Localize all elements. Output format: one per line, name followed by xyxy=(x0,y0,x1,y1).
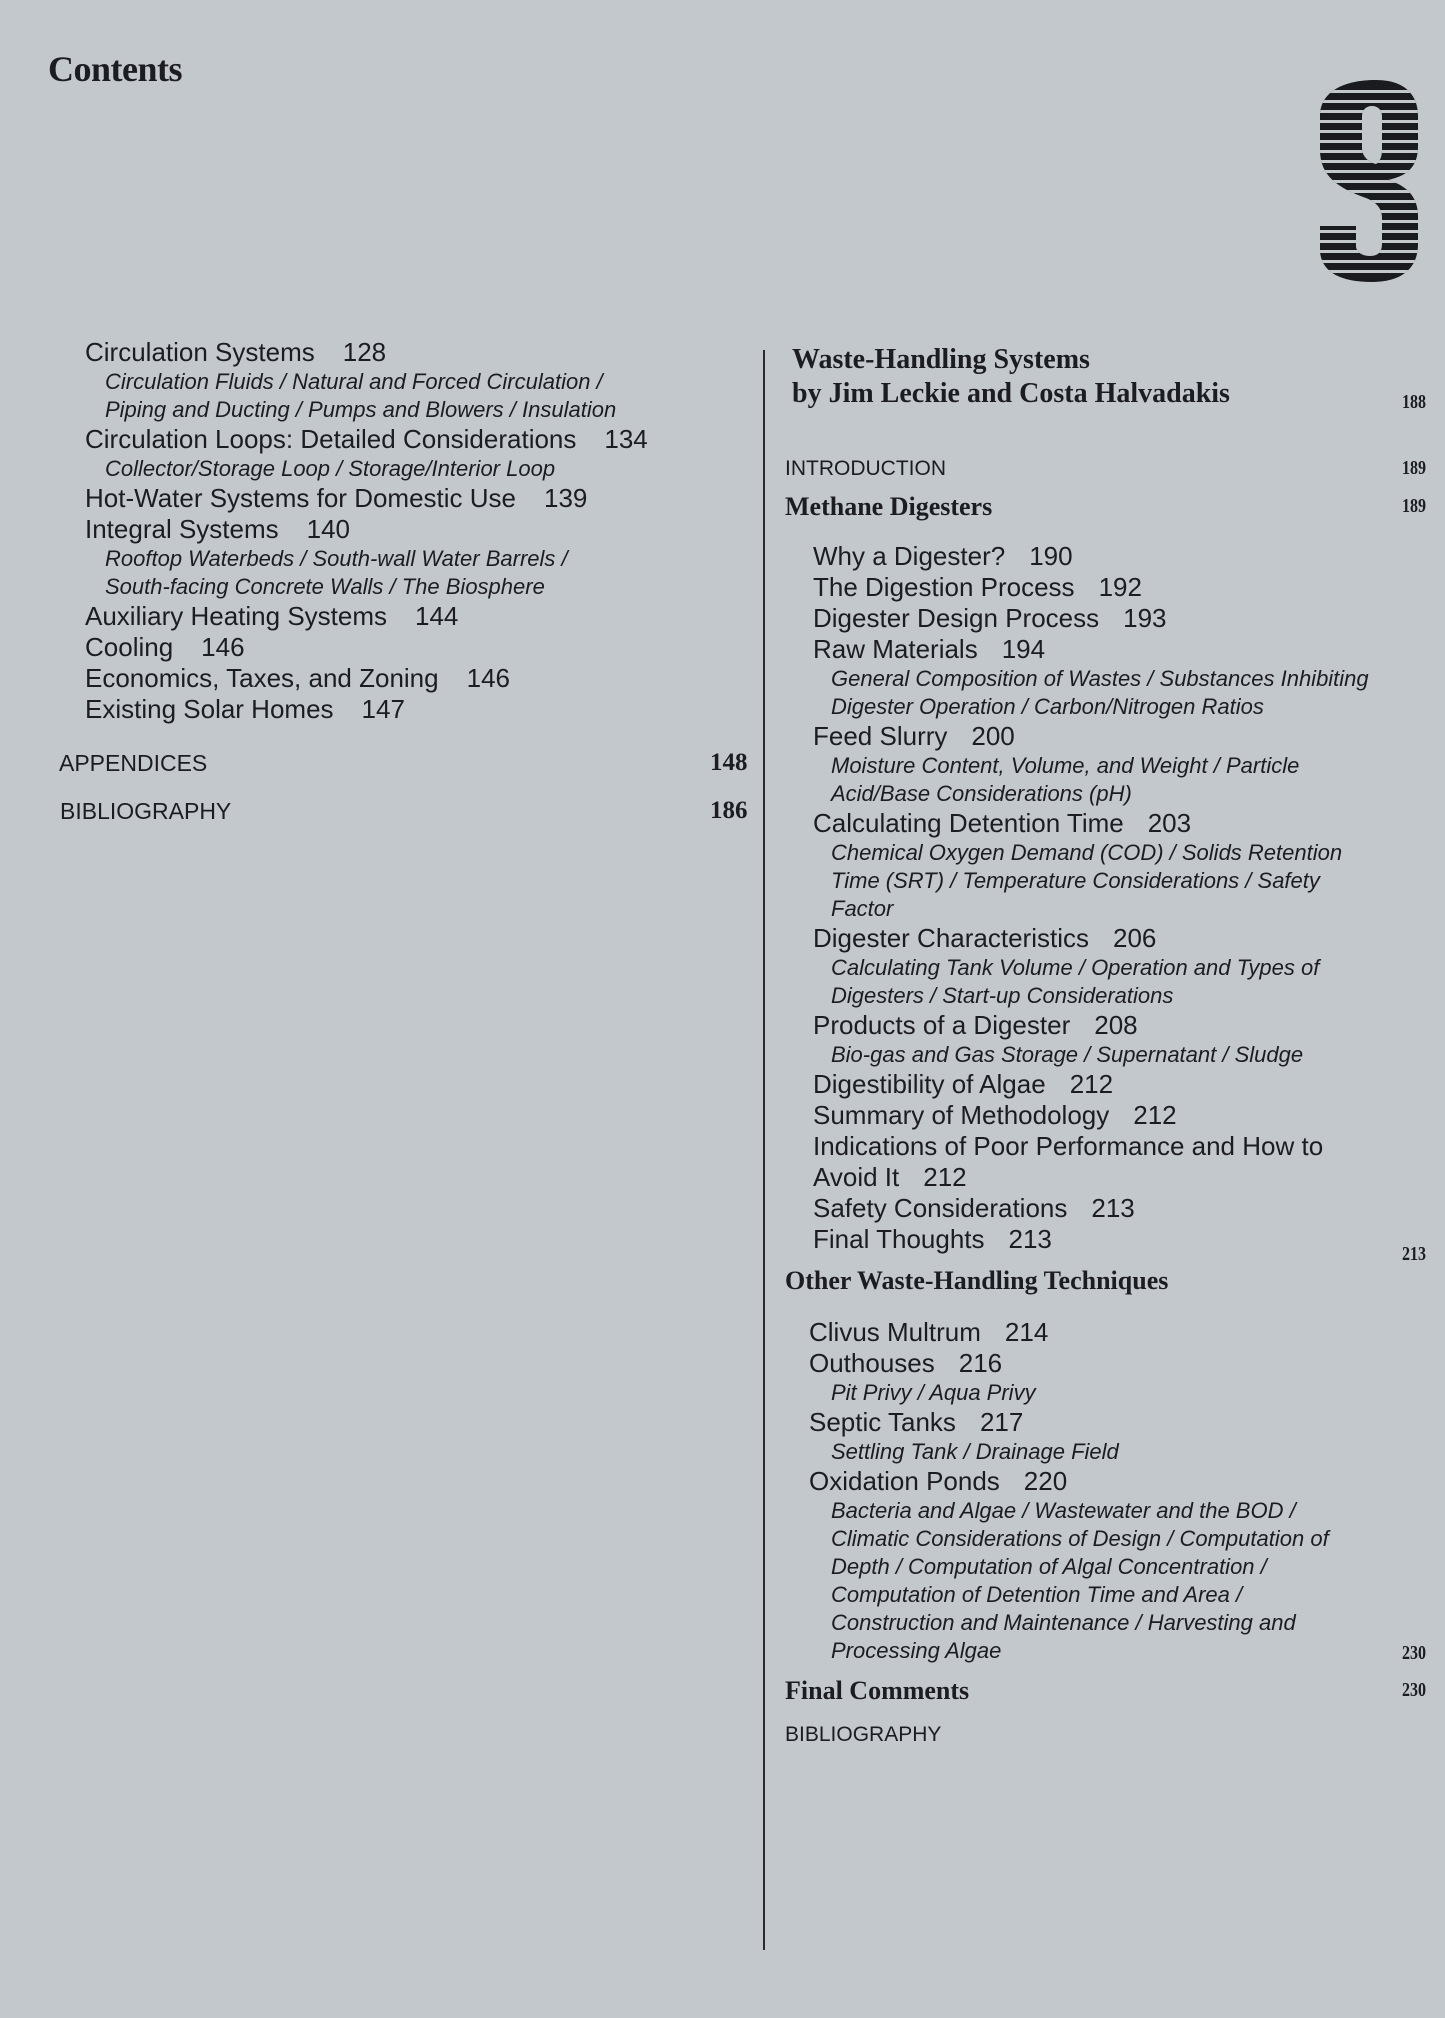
toc-topic[interactable]: Indications of Poor Performance and How to Avoid It 212 xyxy=(813,1131,1324,1192)
appendices-entry[interactable]: APPENDICES 148 xyxy=(59,749,748,776)
toc-entry xyxy=(60,337,760,424)
toc-topic[interactable]: Integral Systems 140 xyxy=(85,514,351,544)
final-comments-entry[interactable]: Final Comments 230 xyxy=(785,1676,1426,1705)
striped-s-logo xyxy=(1316,76,1422,286)
toc-topic[interactable]: Digestibility of Algae 212 xyxy=(813,1069,1114,1099)
toc-subtopics-row xyxy=(785,1497,1425,1665)
toc-topic[interactable]: Digester Design Process 193 xyxy=(813,603,1167,633)
toc-entry xyxy=(60,483,760,514)
toc-topic[interactable]: Digester Characteristics 206 xyxy=(813,923,1157,953)
toc-entry xyxy=(60,514,760,601)
toc-entry xyxy=(60,632,760,663)
toc-subtopics: Calculating Tank Volume / Operation and Types of Digesters / Start-up Considerations xyxy=(831,955,1320,1008)
left-column xyxy=(60,337,760,835)
toc-subtopics: Pit Privy / Aqua Privy xyxy=(831,1380,1036,1405)
toc-topic[interactable]: Calculating Detention Time 203 xyxy=(813,808,1192,838)
toc-entry xyxy=(60,601,760,632)
toc-topic[interactable]: Why a Digester? 190 xyxy=(813,541,1073,571)
toc-topic[interactable]: Existing Solar Homes 147 xyxy=(85,694,405,724)
toc-topic[interactable]: The Digestion Process 192 xyxy=(813,572,1142,602)
toc-topic[interactable]: Oxidation Ponds 220 xyxy=(809,1466,1068,1496)
toc-subtopics: Moisture Content, Volume, and Weight / Particle Acid/Base Considerations (pH) xyxy=(831,753,1300,806)
toc-topic[interactable]: Auxiliary Heating Systems 144 xyxy=(85,601,459,631)
toc-topic[interactable]: Economics, Taxes, and Zoning 146 xyxy=(85,663,510,693)
toc-topic[interactable]: Septic Tanks 217 xyxy=(809,1407,1024,1437)
toc-subtopics: Rooftop Waterbeds / South-wall Water Barrels / South-facing Concrete Walls / The Biosphere xyxy=(105,546,568,599)
toc-subtopics: Bio-gas and Gas Storage / Supernatant / Sludge xyxy=(831,1042,1304,1067)
introduction-entry[interactable]: INTRODUCTION 189 xyxy=(785,457,1426,480)
toc-subtopics: Circulation Fluids / Natural and Forced Circulation / Piping and Ducting / Pumps and Blowers / Insulation xyxy=(105,369,617,422)
subtopics-end-page: 230 xyxy=(1402,1642,1426,1664)
methane-section-heading[interactable]: Methane Digesters 189 xyxy=(785,492,1426,521)
toc-entry xyxy=(60,424,760,483)
bibliography-entry-right[interactable]: BIBLIOGRAPHY xyxy=(785,1723,942,1746)
column-divider xyxy=(763,350,765,1950)
page-title: Contents xyxy=(48,49,183,89)
toc-subtopics: Settling Tank / Drainage Field xyxy=(831,1439,1119,1464)
toc-topic[interactable]: Summary of Methodology 212 xyxy=(813,1100,1177,1130)
toc-topic[interactable]: Feed Slurry 200 xyxy=(813,721,1015,751)
other-entries xyxy=(785,1317,1425,1665)
chapter-title-line1: Waste-Handling Systems xyxy=(792,344,1090,375)
toc-topic[interactable]: Clivus Multrum 214 xyxy=(809,1317,1049,1347)
toc-entry xyxy=(60,694,760,725)
toc-topic[interactable]: Circulation Systems 128 xyxy=(85,337,387,367)
toc-entry xyxy=(60,663,760,694)
toc-topic[interactable]: Safety Considerations 213 xyxy=(813,1193,1135,1223)
toc-subtopics: Bacteria and Algae / Wastewater and the BOD / Climatic Considerations of Design / Computation of Depth / Computation of Algal Concentration / Computation of Detention Time and Area / Construction and Maintenance / Harvesting and Processing Algae xyxy=(831,1498,1329,1663)
toc-subtopics: Chemical Oxygen Demand (COD) / Solids Retention Time (SRT) / Temperature Considerations / Safety Factor xyxy=(831,840,1343,921)
toc-topic[interactable]: Final Thoughts 213 xyxy=(813,1224,1052,1254)
toc-topic[interactable]: Circulation Loops: Detailed Considerations 134 xyxy=(85,424,648,454)
toc-topic[interactable]: Products of a Digester 208 xyxy=(813,1010,1138,1040)
toc-topic[interactable]: Raw Materials 194 xyxy=(813,634,1046,664)
right-column xyxy=(785,343,1425,1757)
toc-topic[interactable]: Cooling 146 xyxy=(85,632,245,662)
toc-subtopics: Collector/Storage Loop / Storage/Interior Loop xyxy=(105,456,556,481)
toc-subtopics: General Composition of Wastes / Substances Inhibiting Digester Operation / Carbon/Nitrogen Ratios xyxy=(831,666,1369,719)
chapter-header xyxy=(785,343,1425,427)
methane-entries xyxy=(785,541,1425,1255)
chapter-page: 188 xyxy=(1402,391,1426,413)
chapter-title-line2: by Jim Leckie and Costa Halvadakis xyxy=(792,378,1230,409)
other-section-heading[interactable]: Other Waste-Handling Techniques 213 xyxy=(785,1243,1426,1295)
toc-topic[interactable]: Hot-Water Systems for Domestic Use 139 xyxy=(85,483,588,513)
bibliography-entry[interactable]: BIBLIOGRAPHY 186 xyxy=(60,797,748,824)
toc-topic[interactable]: Outhouses 216 xyxy=(809,1348,1003,1378)
